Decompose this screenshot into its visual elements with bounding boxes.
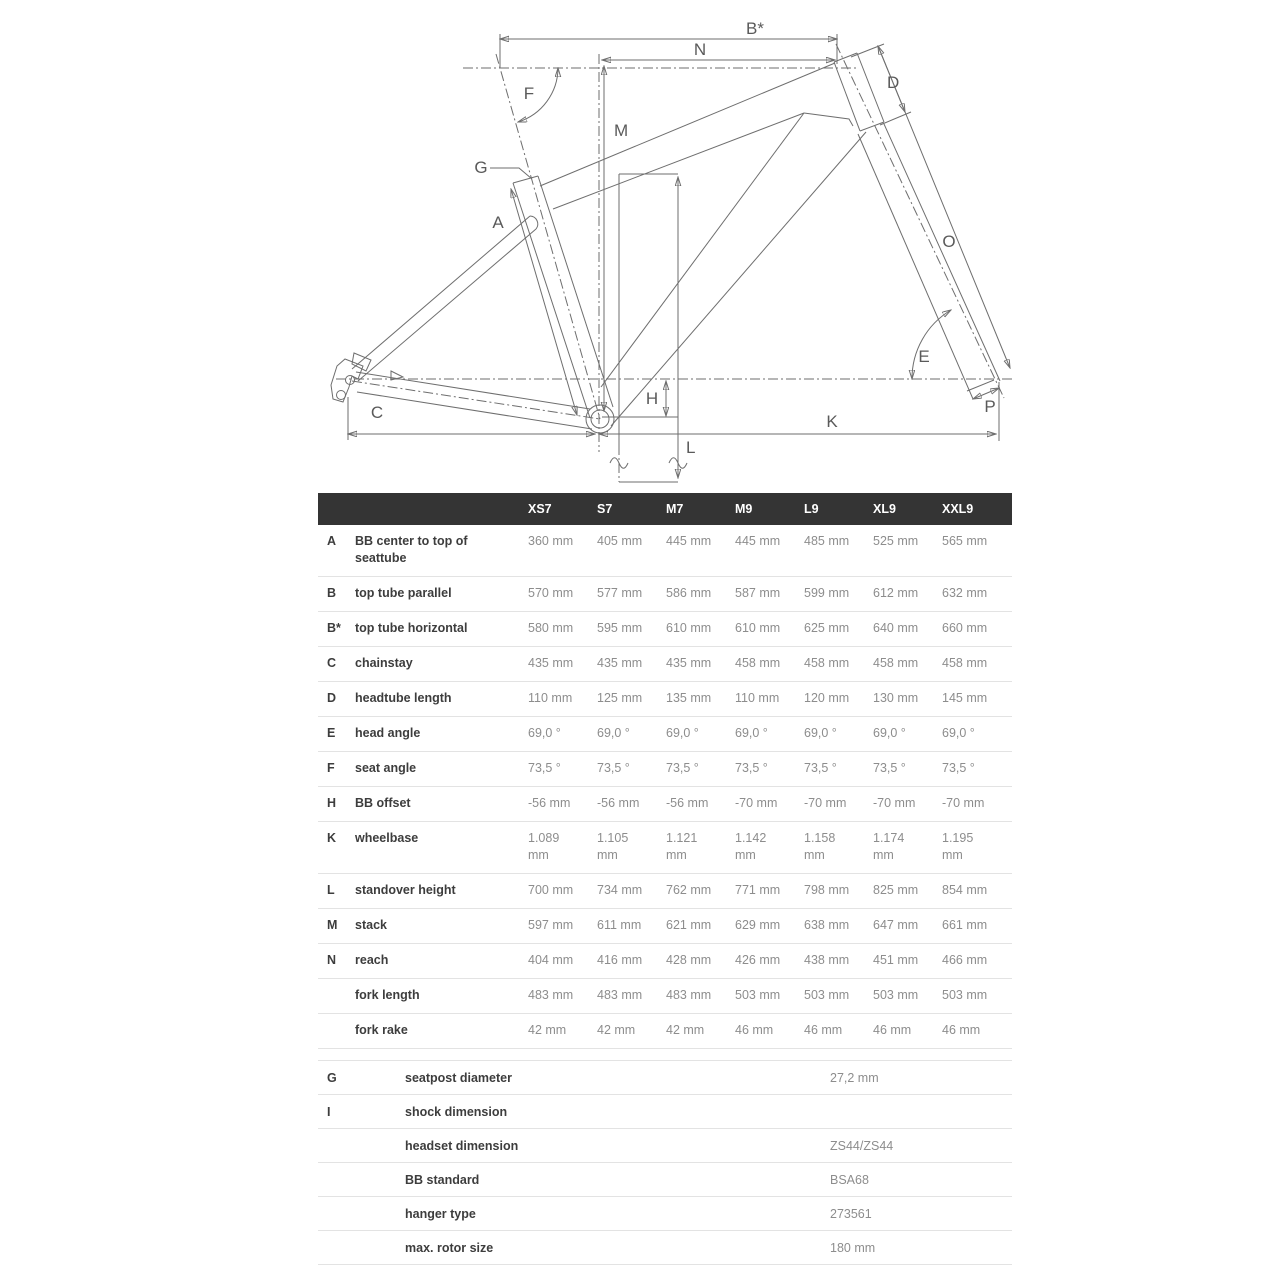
row-value: 660 mm [942, 621, 988, 635]
column-header: S7 [597, 502, 613, 516]
row-value: 611 mm [597, 918, 642, 932]
row-value: 120 mm [804, 691, 850, 705]
column-header: XXL9 [942, 502, 974, 516]
row-label: stack [355, 918, 387, 932]
label-o: O [942, 232, 956, 251]
label-bstar: B* [746, 19, 764, 38]
row-letter: C [327, 656, 337, 670]
label-h: H [645, 389, 659, 408]
row-letter: L [327, 883, 335, 897]
row-value: -56 mm [666, 796, 709, 810]
row-value: 798 mm [804, 883, 850, 897]
table-row [318, 717, 1012, 752]
table-row [318, 944, 1012, 979]
row-label: standover height [355, 883, 456, 897]
row-letter: E [327, 726, 336, 740]
row-label: chainstay [355, 656, 413, 670]
row-label: seat angle [355, 761, 417, 775]
table-row [318, 612, 1012, 647]
column-header: XS7 [528, 502, 552, 516]
table-row [318, 874, 1012, 909]
spec-label: headset dimension [405, 1138, 519, 1153]
row-letter: A [327, 534, 337, 548]
row-value: 525 mm [873, 534, 919, 548]
dim-fork-rake-ref [967, 380, 994, 391]
table-row [318, 787, 1012, 822]
row-value: 610 mm [735, 621, 781, 635]
spec-label: BB standard [405, 1172, 480, 1187]
row-label: fork length [355, 988, 420, 1002]
row-value: 73,5 ° [666, 761, 699, 775]
label-p: P [984, 397, 996, 416]
row-value: 625 mm [804, 621, 850, 635]
row-value: 445 mm [666, 534, 712, 548]
row-value: 466 mm [942, 953, 988, 967]
row-letter: N [327, 953, 337, 967]
row-letter: F [327, 761, 335, 775]
table-row [318, 577, 1012, 612]
row-value: 110 mm [735, 691, 780, 705]
row-value: 438 mm [804, 953, 850, 967]
row-label: top tube horizontal [355, 621, 468, 635]
dim-headtube-ext-bottom [880, 112, 911, 125]
label-n: N [693, 40, 707, 59]
row-value: 577 mm [597, 586, 643, 600]
row-value: 42 mm [528, 1023, 567, 1037]
label-d: D [887, 73, 900, 92]
row-value: 73,5 ° [735, 761, 768, 775]
row-value: 42 mm [666, 1023, 705, 1037]
row-value: 435 mm [597, 656, 643, 670]
spec-label: hanger type [405, 1206, 476, 1221]
row-label: reach [355, 953, 389, 967]
row-value: 46 mm [804, 1023, 843, 1037]
row-value: -56 mm [528, 796, 571, 810]
row-value: 69,0 ° [735, 726, 768, 740]
row-value: 46 mm [942, 1023, 981, 1037]
row-value: 69,0 ° [597, 726, 630, 740]
row-value: 638 mm [804, 918, 850, 932]
row-value: -70 mm [873, 796, 916, 810]
ref-seattube-axis [496, 54, 600, 419]
row-value: 587 mm [735, 586, 781, 600]
row-value: -56 mm [597, 796, 640, 810]
column-header: XL9 [873, 502, 896, 516]
row-label: BB center to top of seattube [355, 534, 468, 565]
row-value: 629 mm [735, 918, 781, 932]
spec-row [318, 1163, 1012, 1197]
dim-head-angle [912, 310, 951, 379]
row-value: 458 mm [873, 656, 919, 670]
row-value: 632 mm [942, 586, 988, 600]
spec-value: 273561 [830, 1206, 872, 1221]
column-header: L9 [804, 502, 819, 516]
row-value: 599 mm [804, 586, 850, 600]
row-value: 854 mm [942, 883, 988, 897]
column-header: M7 [666, 502, 684, 516]
row-value: 640 mm [873, 621, 919, 635]
row-value: 483 mm [597, 988, 643, 1002]
row-label: headtube length [355, 691, 452, 705]
spec-row [318, 1061, 1012, 1095]
row-value: 69,0 ° [873, 726, 906, 740]
table-row [318, 647, 1012, 682]
spec-label: seatpost diameter [405, 1070, 512, 1085]
row-value: 595 mm [597, 621, 643, 635]
spec-row [318, 1095, 1012, 1129]
table-row [318, 525, 1012, 577]
frame-geometry-diagram [0, 0, 1274, 492]
row-value: 612 mm [873, 586, 919, 600]
column-header: M9 [735, 502, 753, 516]
row-value: 580 mm [528, 621, 574, 635]
row-value: 69,0 ° [804, 726, 837, 740]
row-value: 647 mm [873, 918, 919, 932]
row-value: 610 mm [666, 621, 712, 635]
row-value: 1.121 mm [666, 831, 698, 862]
leader-seatpost [490, 168, 532, 179]
row-letter [318, 987, 355, 1004]
spec-label: shock dimension [405, 1104, 508, 1119]
spec-value: 180 mm [830, 1240, 876, 1255]
dim-headtube-ext-top [851, 44, 884, 57]
table-row [318, 979, 1012, 1014]
spec-table [318, 1060, 1012, 1265]
row-value: 503 mm [735, 988, 781, 1002]
row-value: 1.174 mm [873, 831, 905, 862]
spec-label: max. rotor size [405, 1240, 494, 1255]
row-value: 570 mm [528, 586, 574, 600]
row-value: 426 mm [735, 953, 781, 967]
row-value: 503 mm [873, 988, 919, 1002]
row-value: 435 mm [666, 656, 712, 670]
row-value: 458 mm [804, 656, 850, 670]
row-value: -70 mm [735, 796, 778, 810]
spec-value: ZS44/ZS44 [830, 1138, 894, 1153]
row-letter: M [327, 918, 338, 932]
row-value: 771 mm [735, 883, 781, 897]
row-value: 435 mm [528, 656, 574, 670]
row-value: 445 mm [735, 534, 781, 548]
row-value: 1.195 mm [942, 831, 974, 862]
row-value: 621 mm [666, 918, 712, 932]
row-value: -70 mm [942, 796, 985, 810]
row-letter: H [327, 796, 337, 810]
geometry-table [318, 493, 1012, 1049]
table-row [318, 1014, 1012, 1049]
label-a: A [492, 213, 504, 232]
row-letter: D [327, 691, 337, 705]
row-value: 503 mm [942, 988, 988, 1002]
row-value: 503 mm [804, 988, 850, 1002]
row-value: 458 mm [735, 656, 781, 670]
row-value: 360 mm [528, 534, 574, 548]
spec-value: 27,2 mm [830, 1070, 879, 1085]
row-value: 458 mm [942, 656, 988, 670]
row-value: 825 mm [873, 883, 919, 897]
geometry-table-body [318, 525, 1012, 1049]
table-row [318, 822, 1012, 874]
label-l: L [686, 438, 696, 457]
row-value: 1.089 mm [528, 831, 560, 862]
frame-outline [331, 53, 1000, 433]
row-value: 69,0 ° [666, 726, 699, 740]
row-letter: K [327, 831, 337, 845]
spec-row [318, 1231, 1012, 1265]
row-value: 73,5 ° [597, 761, 630, 775]
row-value: 125 mm [597, 691, 643, 705]
geometry-table-header [318, 493, 1012, 525]
label-k: K [826, 412, 838, 431]
table-row [318, 682, 1012, 717]
row-value: 416 mm [597, 953, 643, 967]
row-value: 1.142 mm [735, 831, 767, 862]
row-value: 73,5 ° [804, 761, 837, 775]
row-label: fork rake [355, 1023, 408, 1037]
row-value: 483 mm [528, 988, 574, 1002]
row-value: 661 mm [942, 918, 988, 932]
row-letter: B* [327, 621, 341, 635]
table-row [318, 752, 1012, 787]
row-value: 135 mm [666, 691, 712, 705]
row-value: 586 mm [666, 586, 712, 600]
row-value: 69,0 ° [942, 726, 975, 740]
row-label: top tube parallel [355, 586, 452, 600]
label-g: G [474, 158, 488, 177]
ref-chainstay-axis [352, 381, 600, 419]
row-value: 404 mm [528, 953, 574, 967]
row-value: 428 mm [666, 953, 712, 967]
row-value: 734 mm [597, 883, 643, 897]
row-value: 42 mm [597, 1023, 636, 1037]
row-letter: B [327, 586, 337, 600]
row-value: 73,5 ° [942, 761, 975, 775]
spec-row [318, 1197, 1012, 1231]
row-label: BB offset [355, 796, 411, 810]
row-label: head angle [355, 726, 421, 740]
label-e: E [918, 347, 930, 366]
row-value: 130 mm [873, 691, 919, 705]
label-f: F [523, 84, 535, 103]
row-letter [318, 1022, 355, 1039]
table-row [318, 909, 1012, 944]
row-value: 405 mm [597, 534, 643, 548]
row-value: 565 mm [942, 534, 988, 548]
row-value: 46 mm [735, 1023, 774, 1037]
row-value: 451 mm [873, 953, 919, 967]
spec-value: BSA68 [830, 1172, 869, 1187]
row-value: 597 mm [528, 918, 574, 932]
row-value: 73,5 ° [873, 761, 906, 775]
row-label: wheelbase [355, 831, 419, 845]
row-value: 145 mm [942, 691, 988, 705]
row-value: 1.158 mm [804, 831, 836, 862]
spec-letter: G [327, 1070, 337, 1085]
row-value: 1.105 mm [597, 831, 629, 862]
row-value: 69,0 ° [528, 726, 561, 740]
row-value: 485 mm [804, 534, 850, 548]
label-m: M [614, 121, 629, 140]
spec-row [318, 1129, 1012, 1163]
label-c: C [370, 403, 384, 422]
row-value: -70 mm [804, 796, 847, 810]
row-value: 483 mm [666, 988, 712, 1002]
row-value: 762 mm [666, 883, 712, 897]
row-value: 73,5 ° [528, 761, 561, 775]
spec-letter: I [327, 1104, 331, 1119]
row-value: 110 mm [528, 691, 573, 705]
row-value: 700 mm [528, 883, 574, 897]
row-value: 46 mm [873, 1023, 912, 1037]
